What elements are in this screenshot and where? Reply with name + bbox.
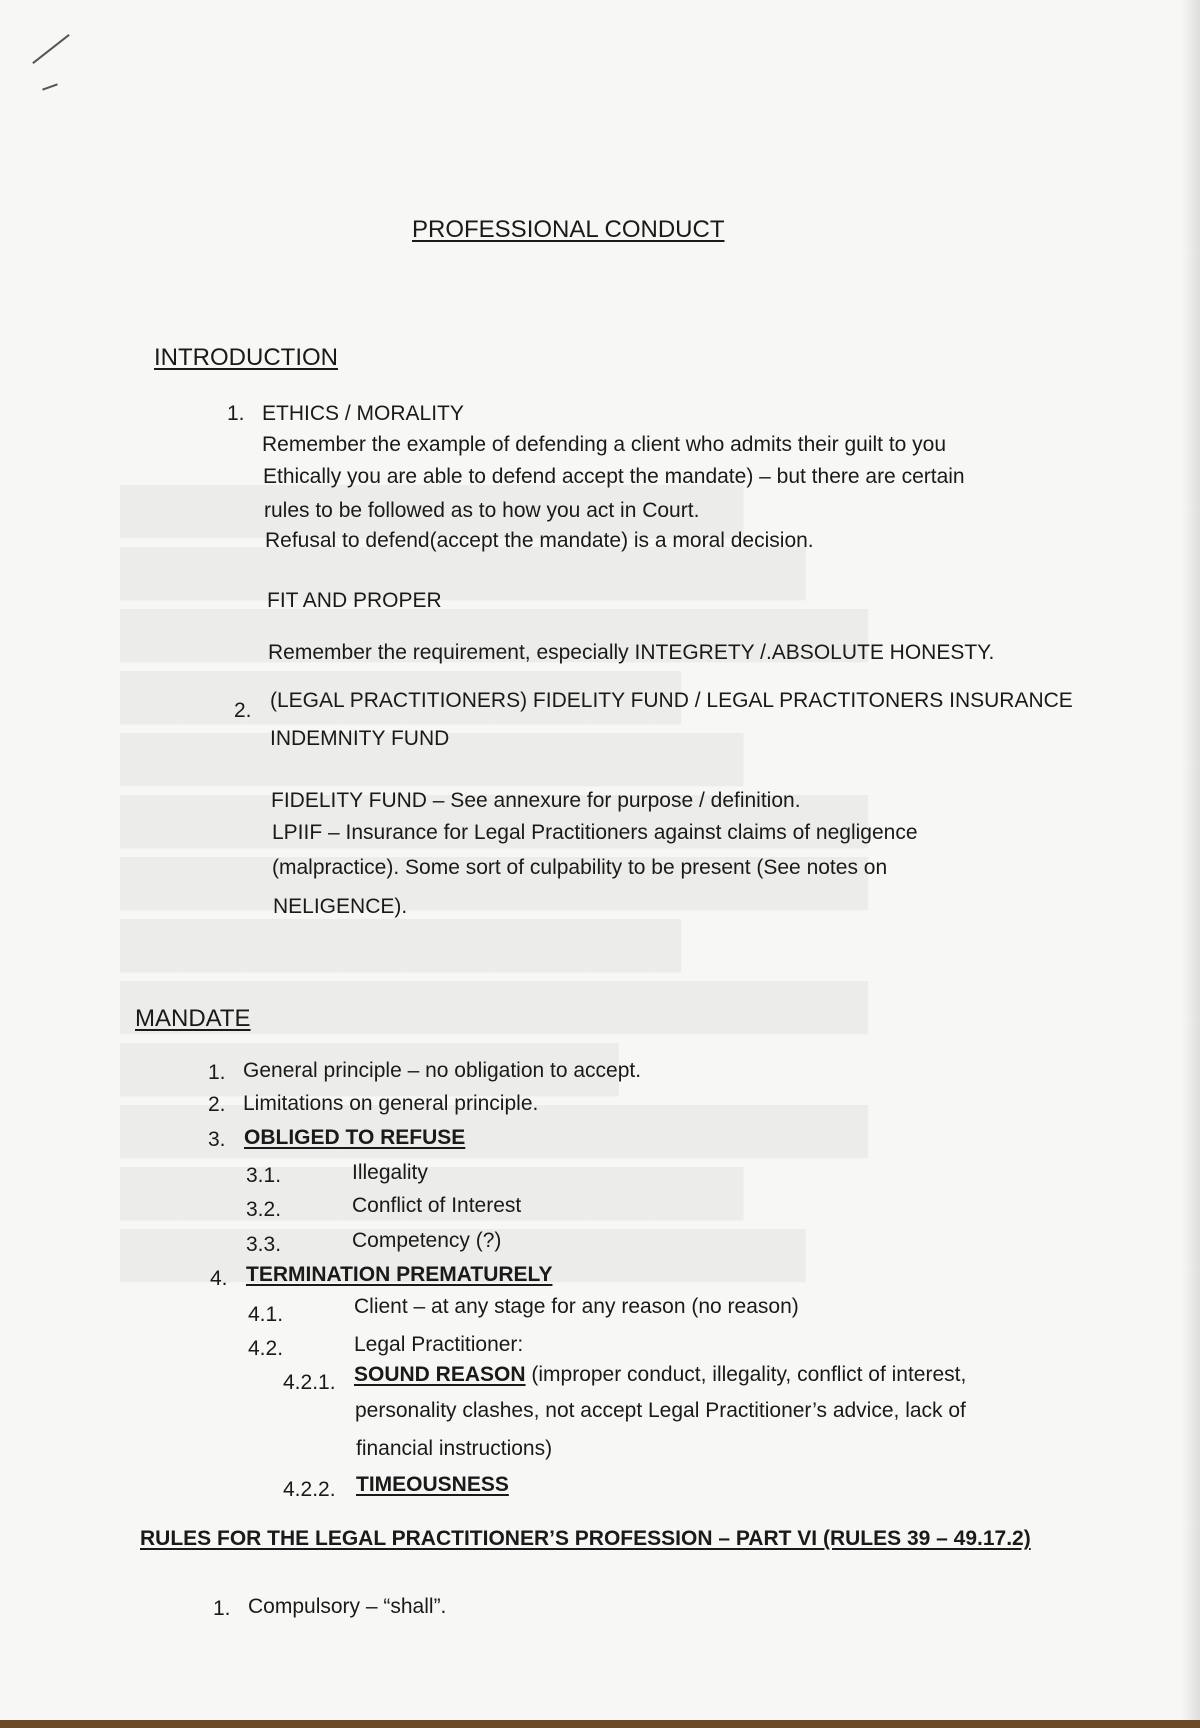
list-number: 1. — [208, 1061, 226, 1084]
list-item: Legal Practitioner: — [354, 1333, 524, 1356]
list-number: 4. — [210, 1267, 228, 1290]
list-item-continuation: personality clashes, not accept Legal Practitioner’s advice, lack of — [355, 1399, 966, 1422]
paragraph-line: NELIGENCE). — [273, 895, 408, 918]
list-number: 4.1. — [248, 1303, 284, 1326]
sound-reason-text: (improper conduct, illegality, conflict of interest, — [525, 1363, 967, 1386]
paragraph-line: Ethically you are able to defend accept the mandate) – but there are certain — [263, 465, 965, 488]
list-number: 3.3. — [246, 1233, 282, 1256]
paragraph-line: Remember the example of defending a client who admits their guilt to you — [262, 433, 947, 456]
list-item-continuation: financial instructions) — [356, 1437, 553, 1460]
subheading-fit-and-proper: FIT AND PROPER — [267, 589, 442, 612]
list-item: Client – at any stage for any reason (no reason) — [354, 1295, 799, 1318]
paragraph-line: Refusal to defend(accept the mandate) is a moral decision. — [265, 529, 814, 552]
section-heading-rules: RULES FOR THE LEGAL PRACTITIONER’S PROFESSION – PART VI (RULES 39 – 49.17.2) — [140, 1527, 1031, 1550]
paragraph-line: rules to be followed as to how you act in Court. — [264, 499, 700, 522]
list-item-obliged-to-refuse: OBLIGED TO REFUSE — [244, 1126, 466, 1149]
paragraph-line: LPIIF – Insurance for Legal Practitioners against claims of negligence — [272, 821, 918, 844]
paragraph-line: FIDELITY FUND – See annexure for purpose / definition. — [271, 789, 801, 812]
pen-mark — [42, 83, 58, 90]
paragraph-line: Remember the requirement, especially INTEGRETY /.ABSOLUTE HONESTY. — [268, 641, 995, 664]
list-number: 2. — [234, 699, 252, 722]
list-item-timeousness: TIMEOUSNESS — [356, 1473, 509, 1496]
list-number: 1. — [213, 1597, 231, 1620]
list-item: Conflict of Interest — [352, 1194, 522, 1217]
paragraph-line: (malpractice). Some sort of culpability to be present (See notes on — [272, 856, 888, 879]
list-number: 3.2. — [246, 1198, 282, 1221]
item-label-fidelity-fund: INDEMNITY FUND — [270, 727, 450, 750]
list-number: 3.1. — [246, 1164, 282, 1187]
sound-reason-label: SOUND REASON — [354, 1363, 526, 1386]
list-item-termination-prematurely: TERMINATION PREMATURELY — [246, 1263, 553, 1286]
item-label-ethics: ETHICS / MORALITY — [262, 402, 464, 425]
list-item: Compulsory – “shall”. — [248, 1595, 447, 1618]
list-number: 2. — [208, 1093, 226, 1116]
page-title: PROFESSIONAL CONDUCT — [412, 216, 725, 243]
list-item-sound-reason — [354, 1364, 966, 1385]
list-item: Illegality — [352, 1161, 428, 1184]
item-label-fidelity-fund: (LEGAL PRACTITIONERS) FIDELITY FUND / LEGAL PRACTITONERS INSURANCE — [270, 689, 1073, 712]
list-item: Limitations on general principle. — [243, 1092, 539, 1115]
list-number: 3. — [208, 1128, 226, 1151]
list-item: General principle – no obligation to accept. — [243, 1059, 642, 1082]
list-number: 1. — [227, 402, 245, 425]
list-number: 4.2. — [248, 1337, 284, 1360]
page-edge-shadow — [1182, 0, 1200, 1720]
section-heading-mandate: MANDATE — [135, 1005, 251, 1032]
list-number: 4.2.2. — [283, 1478, 336, 1501]
list-item: Competency (?) — [352, 1229, 502, 1252]
section-heading-introduction: INTRODUCTION — [154, 344, 338, 371]
pen-mark — [32, 34, 69, 64]
list-number: 4.2.1. — [283, 1371, 336, 1394]
